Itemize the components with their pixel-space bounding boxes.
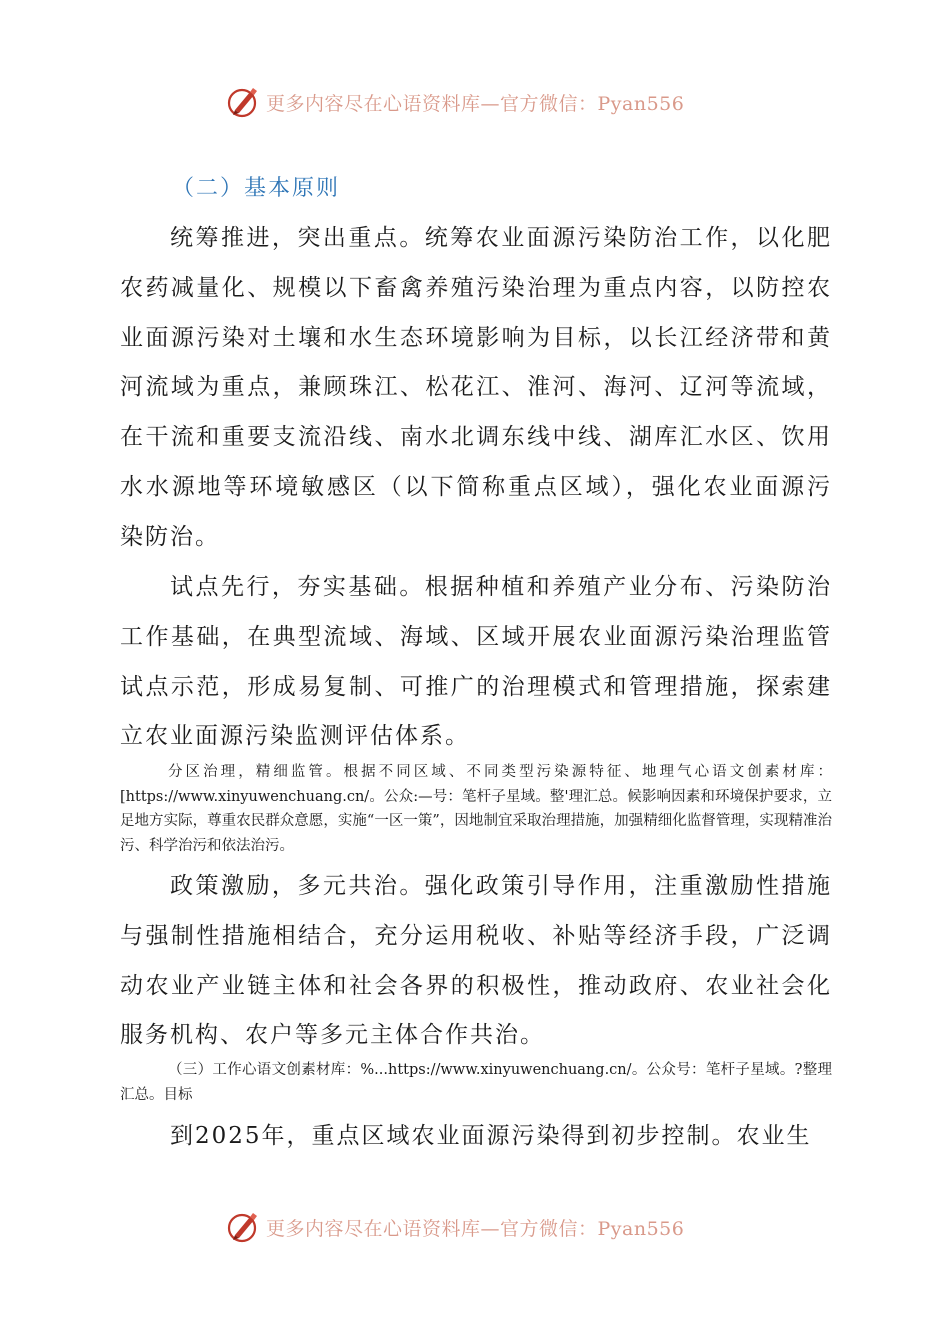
paragraph-coordinated-advance: 统筹推进，突出重点。统筹农业面源污染防治工作，以化肥农药减量化、规模以下畜禽养殖污染治理为重点内容，以防控农业面源污染对土壤和水生态环境影响为目标，以长江经济带和黄河流域为重点，兼顾珠江、松花江、淮河、海河、辽河等流域，在干流和重要支流沿线、南水北调东线中线、湖库汇水区、饮用水水源地等环境敏感区（以下简称重点区域），强化农业面源污染防治。 — [120, 225, 832, 550]
paragraph-pilot-first: 试点先行，夯实基础。根据种植和养殖产业分布、污染防治工作基础，在典型流域、海域、区域开展农业面源污染治理监管试点示范，形成易复制、可推广的治理模式和管理措施，探索建立农业面源污染监测评估体系。 — [120, 574, 832, 750]
paragraph-zoned-governance: 分区治理，精细监管。根据不同区域、不同类型污染源特征、地理气心语文创素材库：[https://www.xinyuwenchuang.cn/。公众:—号：笔杆子星域。整'理汇总。候影响因素和环境保护要求，立足地方实际，尊重农民群众意愿，实施“一区一策”，因地制宜采取治理措施，加强精细化监督管理，实现精准治污、科学治污和依法治污。 — [120, 764, 832, 854]
paragraph-work-goal-heading: （三）工作心语文创素材库：%...https://www.xinyuwenchuang.cn/。公众号：笔杆子星域。?整理汇总。目标 — [120, 1062, 832, 1103]
banner-text: 更多内容尽在心语资料库—官方微信：Pyan556 — [266, 92, 685, 115]
pen-logo-icon — [226, 1209, 262, 1245]
section-heading: （二）基本原则 — [172, 176, 341, 201]
footer-banner — [226, 1207, 746, 1247]
paragraph-2025-goal: 到2025年，重点区域农业面源污染得到初步控制。农业生 — [170, 1123, 812, 1149]
header-banner — [226, 82, 746, 122]
banner-text: 更多内容尽在心语资料库—官方微信：Pyan556 — [266, 1217, 685, 1240]
paragraph-policy-incentive: 政策激励，多元共治。强化政策引导作用，注重激励性措施与强制性措施相结合，充分运用税收、补贴等经济手段，广泛调动农业产业链主体和社会各界的积极性，推动政府、农业社会化服务机构、农户等多元主体合作共治。 — [120, 873, 832, 1049]
pen-logo-icon — [226, 84, 262, 120]
